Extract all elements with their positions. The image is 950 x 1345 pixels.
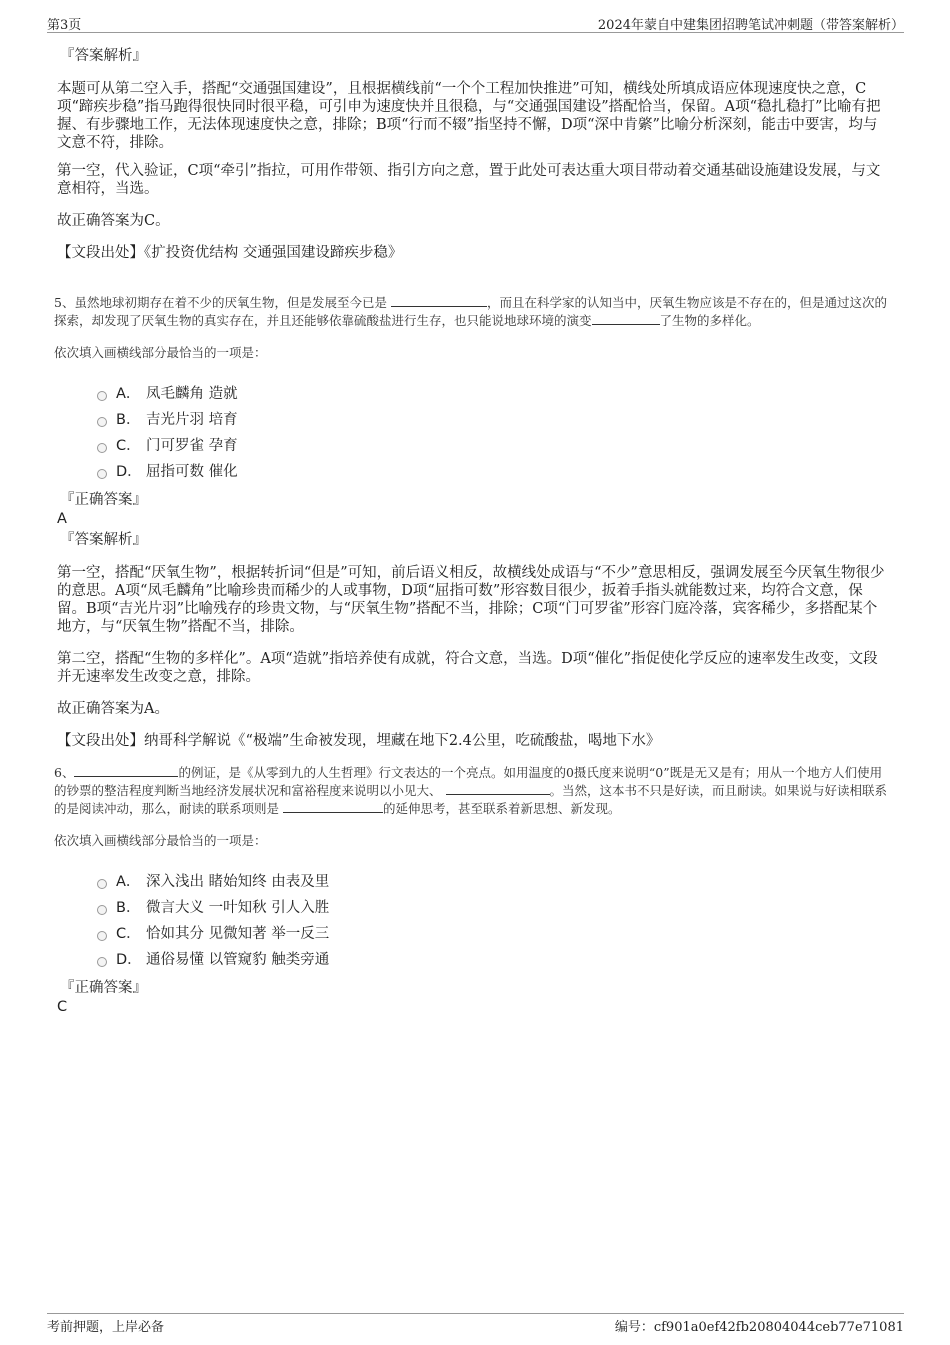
q6-blank-1 (74, 764, 178, 777)
radio-icon[interactable] (97, 443, 107, 453)
document-title: 2024年蒙自中建集团招聘笔试冲刺题（带答案解析） (597, 18, 904, 33)
radio-icon[interactable] (97, 469, 107, 479)
q6-option-c[interactable]: C． 恰如其分 见微知著 举一反三 (97, 924, 889, 950)
q5-conclusion: 故正确答案为A。 (57, 701, 169, 717)
radio-icon[interactable] (97, 879, 107, 889)
q6-option-a[interactable]: A． 深入浅出 睹始知终 由表及里 (97, 872, 889, 898)
q5-option-b[interactable]: B． 吉光片羽 培育 (97, 410, 889, 436)
q6-stem: 6、 的例证，是《从零到九的人生哲理》行文表达的一个亮点。如用温度的0摄氏度来说明“0”既是无又是有；用从一个地方人们使用的钞票的整洁程度判断当地经济发展状况和富裕程度来说明以小见大、 。当然，这本书不只是好读，而且耐读。如果说与好读相联系的是阅读冲动，那么，耐读的联系项则是 的延伸思考，甚至联系着新思想、新发现。 (54, 765, 888, 816)
q6-option-b[interactable]: B． 微言大义 一叶知秋 引人入胜 (97, 898, 889, 924)
q5-source: 【文段出处】纳哥科学解说《“极端”生命被发现，埋藏在地下2.4公里，吃硫酸盐，喝地下水》 (57, 733, 661, 749)
q4-analysis-para1: 本题可从第二空入手，搭配“交通强国建设”，且根据横线前“一个个工程加快推进”可知，横线处所填成语应体现速度快之意，C项“蹄疾步稳”指马跑得很快同时很平稳，可引申为速度快并且很稳，与“交通强国建设”搭配恰当，保留。A项“稳扎稳打”比喻有把握、有步骤地工作，无法体现速度快之意，排除；B项“行而不辍”指坚持不懈，D项“深中肯綮”比喻分析深刻，能击中要害，均与文意不符，排除。 (57, 81, 881, 151)
q4-analysis-label: 『答案解析』 (60, 48, 147, 64)
radio-icon[interactable] (97, 931, 107, 941)
q5-stem: 5、虽然地球初期存在着不少的厌氧生物，但是发展至今已是 ，而且在科学家的认知当中，厌氧生物应该是不存在的，但是通过这次的探索，却发现了厌氧生物的真实存在，并且还能够依靠硫酸盐进行生存，也只能说地球环境的演变 了生物的多样化。 (54, 295, 887, 328)
q4-analysis-para2: 第一空，代入验证，C项“牵引”指拉，可用作带领、指引方向之意，置于此处可表达重大项目带动着交通基础设施建设发展，与文意相符，当选。 (57, 163, 881, 197)
q5-blank-1 (391, 294, 487, 307)
radio-icon[interactable] (97, 957, 107, 967)
document-id: 编号：cf901a0ef42fb20804044ceb77e71081 (614, 1320, 904, 1335)
q5-prompt: 依次填入画横线部分最恰当的一项是： (54, 345, 267, 360)
q5-option-d[interactable]: D． 屈指可数 催化 (97, 462, 889, 488)
q6-prompt: 依次填入画横线部分最恰当的一项是： (54, 833, 267, 848)
page-content (54, 46, 889, 1016)
q6-options (57, 872, 889, 976)
q5-analysis-para1: 第一空，搭配“厌氧生物”，根据转折词“但是”可知，前后语义相反，故横线处成语与“不少”意思相反，强调发展至今厌氧生物很少的意思。A项“凤毛麟角”比喻珍贵而稀少的人或事物，D项“屈指可数”形容数目很少，扳着手指头就能数过来，均符合文意，保留。B项“吉光片羽”比喻残存的珍贵文物，与“厌氧生物”搭配不当，排除；C项“门可罗雀”形容门庭冷落，宾客稀少，多搭配某个地方，与“厌氧生物”搭配不当，排除。 (57, 565, 885, 635)
q5-options (57, 384, 889, 488)
page-header (47, 14, 904, 33)
q4-source: 【文段出处】《扩投资优结构 交通强国建设蹄疾步稳》 (57, 245, 403, 261)
radio-icon[interactable] (97, 905, 107, 915)
q6-blank-3 (283, 800, 383, 813)
page-footer (47, 1313, 904, 1335)
q5-analysis-label: 『答案解析』 (60, 532, 147, 548)
q4-conclusion: 故正确答案为C。 (57, 213, 170, 229)
q6-blank-2 (446, 782, 550, 795)
q5-correct-answer: A (57, 511, 67, 527)
radio-icon[interactable] (97, 391, 107, 401)
q5-analysis-para2: 第二空，搭配“生物的多样化”。A项“造就”指培养使有成就，符合文意，当选。D项“催化”指促使化学反应的速率发生改变，文段并无速率发生改变之意，排除。 (57, 651, 878, 685)
q6-correct-answer: C (57, 999, 68, 1015)
page-number: 第3页 (47, 18, 82, 33)
radio-icon[interactable] (97, 417, 107, 427)
q5-correct-label: 『正确答案』 (60, 492, 147, 508)
q5-blank-2 (592, 312, 660, 325)
q6-correct-label: 『正确答案』 (60, 980, 147, 996)
q5-option-c[interactable]: C． 门可罗雀 孕育 (97, 436, 889, 462)
q5-option-a[interactable]: A． 凤毛麟角 造就 (97, 384, 889, 410)
footer-slogan: 考前押题，上岸必备 (47, 1320, 165, 1335)
q6-option-d[interactable]: D． 通俗易懂 以管窥豹 触类旁通 (97, 950, 889, 976)
